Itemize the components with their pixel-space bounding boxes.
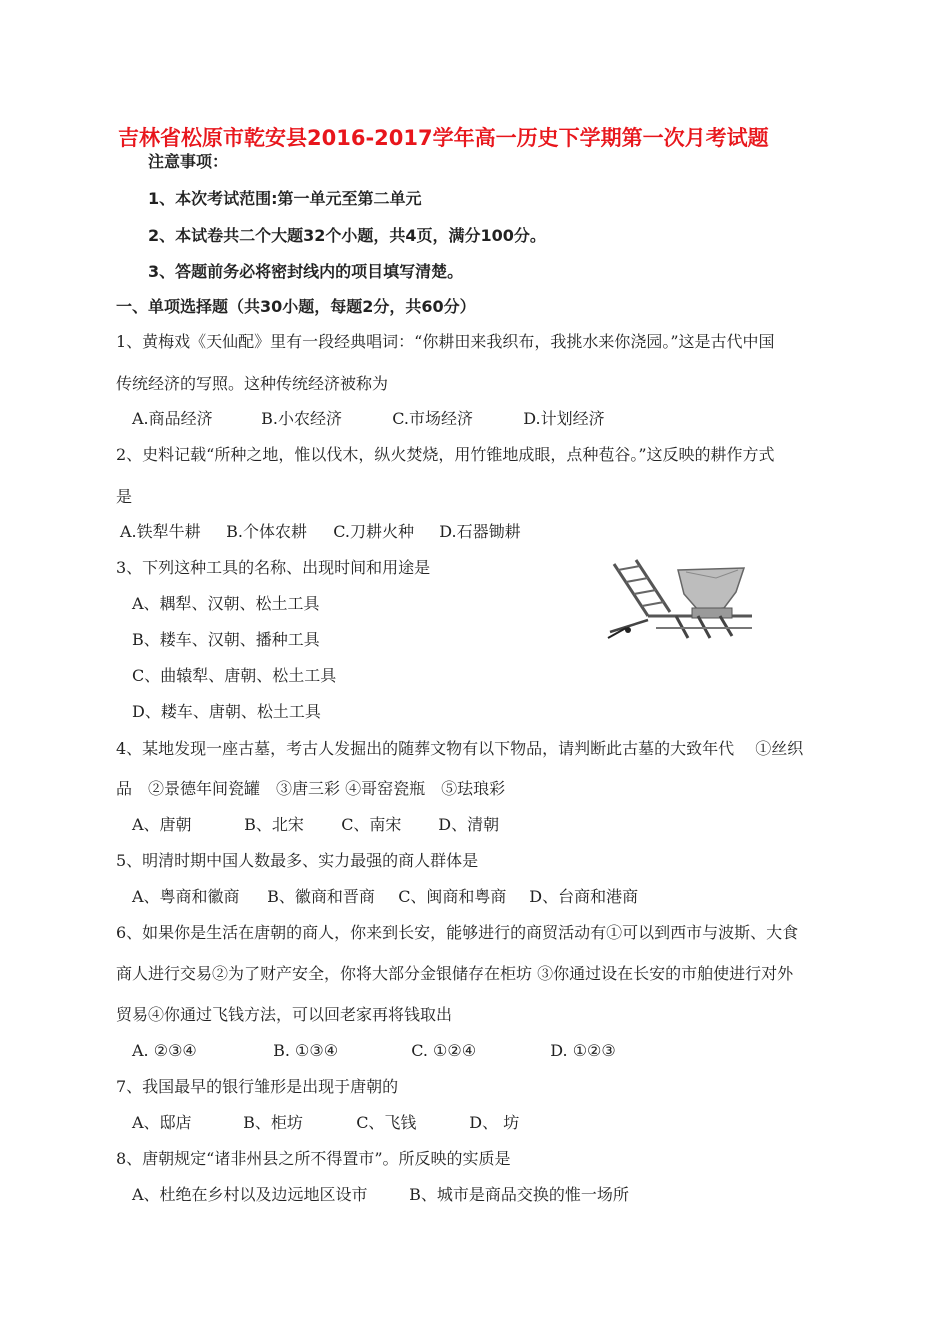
section-heading: 一、单项选择题（共30小题，每题2分，共60分）	[116, 297, 476, 316]
q1-line-2: 传统经济的写照。这种传统经济被称为	[116, 374, 389, 393]
notice-heading: 注意事项：	[148, 152, 229, 171]
q3-option-c: C、曲辕犁、唐朝、松土工具	[132, 666, 337, 685]
q8-options	[132, 1185, 629, 1205]
q7-option-a: A、邸店	[132, 1113, 192, 1132]
q4-option-a: A、唐朝	[132, 815, 192, 834]
q2-line-2: 是	[116, 487, 133, 506]
q8-option-b: B、城市是商品交换的惟一场所	[409, 1185, 629, 1204]
notice-item-2: 2、本试卷共二个大题32个小题，共4页，满分100分。	[148, 226, 546, 245]
q3-option-a: A、耦犁、汉朝、松土工具	[132, 594, 320, 613]
q4-option-b: B、北宋	[244, 815, 304, 834]
q1-line-1: 1、黄梅戏《天仙配》里有一段经典唱词：“你耕田来我织布，我挑水来你浇园。”这是古代中国	[116, 332, 775, 351]
document-title: 吉林省松原市乾安县2016-2017学年高一历史下学期第一次月考试题	[118, 126, 769, 150]
q6-line-3: 贸易④你通过飞钱方法，可以回老家再将钱取出	[116, 1005, 453, 1024]
q5-options	[132, 887, 638, 907]
q1-option-d: D.计划经济	[523, 409, 605, 428]
q1-option-c: C.市场经济	[392, 409, 473, 428]
q8-option-a: A、杜绝在乡村以及边远地区设市	[132, 1185, 368, 1204]
notice-item-3: 3、答题前务必将密封线内的项目填写清楚。	[148, 262, 464, 281]
q5-option-b: B、徽商和晋商	[267, 887, 375, 906]
q2-line-1: 2、史料记载“所种之地，惟以伐木，纵火焚烧，用竹锥地成眼，点种苞谷。”这反映的耕作方式	[116, 445, 775, 464]
q6-line-1: 6、如果你是生活在唐朝的商人，你来到长安，能够进行的商贸活动有①可以到西市与波斯、大食	[116, 923, 799, 942]
q8-line-1: 8、唐朝规定“诸非州县之所不得置市”。所反映的实质是	[116, 1149, 511, 1168]
q5-line-1: 5、明清时期中国人数最多、实力最强的商人群体是	[116, 851, 479, 870]
q4-options	[132, 815, 499, 835]
q4-line-1: 4、某地发现一座古墓，考古人发掘出的随葬文物有以下物品，请判断此古墓的大致年代 ①丝织	[116, 739, 804, 758]
q7-options	[132, 1113, 519, 1133]
q5-option-d: D、台商和港商	[529, 887, 639, 906]
q7-option-c: C、飞钱	[356, 1113, 417, 1132]
q1-options	[132, 409, 605, 429]
q7-option-d: D、 坊	[469, 1113, 520, 1132]
q4-option-d: D、清朝	[438, 815, 500, 834]
q4-line-2: 品 ②景德年间瓷罐 ③唐三彩 ④哥窑瓷瓶 ⑤珐琅彩	[116, 779, 506, 798]
q6-line-2: 商人进行交易②为了财产安全，你将大部分金银储存在柜坊 ③你通过设在长安的市舶使进行对外	[116, 964, 794, 983]
q2-option-b: B.个体农耕	[226, 522, 307, 541]
q2-option-d: D.石器锄耕	[439, 522, 521, 541]
q5-option-a: A、粤商和徽商	[132, 887, 240, 906]
q2-options	[120, 522, 521, 542]
q6-option-b: B. ①③④	[273, 1041, 339, 1060]
q7-line-1: 7、我国最早的银行雏形是出现于唐朝的	[116, 1077, 399, 1096]
q4-option-c: C、南宋	[341, 815, 402, 834]
q3-option-d: D、耧车、唐朝、松土工具	[132, 702, 321, 721]
q3-option-b: B、耧车、汉朝、播种工具	[132, 630, 320, 649]
q2-option-c: C.刀耕火种	[333, 522, 414, 541]
q2-option-a: A.铁犁牛耕	[120, 522, 201, 541]
q1-option-a: A.商品经济	[132, 409, 213, 428]
notice-item-1: 1、本次考试范围:第一单元至第二单元	[148, 189, 422, 208]
q3-line-1: 3、下列这种工具的名称、出现时间和用途是	[116, 558, 431, 577]
q1-option-b: B.小农经济	[261, 409, 342, 428]
q6-option-d: D. ①②③	[550, 1041, 616, 1060]
q6-option-c: C. ①②④	[411, 1041, 477, 1060]
q6-option-a: A. ②③④	[132, 1041, 197, 1060]
q7-option-b: B、柜坊	[243, 1113, 303, 1132]
q5-option-c: C、闽商和粤商	[398, 887, 507, 906]
seed-drill-image	[606, 558, 754, 648]
q6-options	[132, 1041, 616, 1061]
